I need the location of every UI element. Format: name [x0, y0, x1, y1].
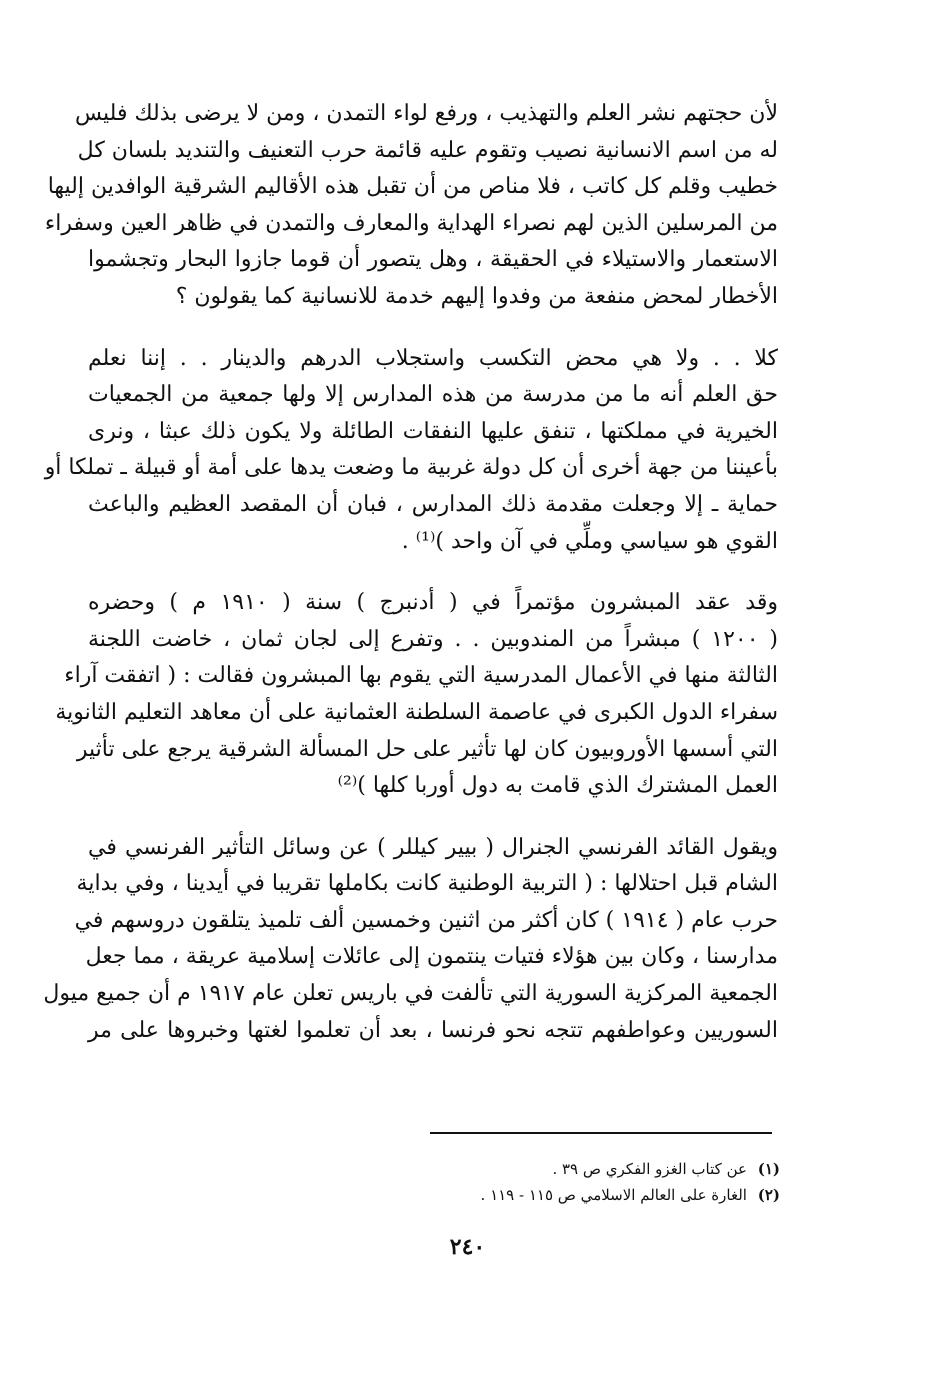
text-line: العمل المشترك الذي قامت به دول أوربا كلها )⁽²⁾	[337, 773, 778, 799]
text-line: الخيرية في مملكتها ، تنفق عليها النفقات الطائلة ولا يكون ذلك عبثا ، ونرى	[88, 418, 778, 444]
page-number: ٢٤٠	[449, 1234, 486, 1260]
footnotes	[280, 1156, 780, 1208]
text-line: حرب عام ( ١٩١٤ ) كان أكثر من اثنين وخمسين ألف تلميذ يتلقون دروسهم في	[74, 907, 778, 933]
footnote-2	[280, 1182, 780, 1208]
text-line: الاستعمار والاستيلاء في الحقيقة ، وهل يتصور أن قوما جازوا البحار وتجشموا	[88, 247, 778, 273]
text-line: خطيب وقلم كل كاتب ، فلا مناص من أن تقبل هذه الأقاليم الشرقية الوافدين إليها	[47, 174, 778, 200]
text-line: لأن حجتهم نشر العلم والتهذيب ، ورفع لواء التمدن ، ومن لا يرضى بذلك فليس	[74, 101, 778, 126]
text-line: كلا . . ولا هي محض التكسب واستجلاب الدرهم والدينار . . إننا نعلم	[88, 345, 778, 371]
text-line: الشام قبل احتلالها : ( التربية الوطنية كانت بكاملها تقريبا في أيدينا ، وفي بداية	[76, 871, 778, 897]
text-line: وقد عقد المبشرون مؤتمراً في ( أدنبرج ) سنة ( ١٩١٠ م ) وحضره	[88, 590, 778, 616]
paragraph-1	[44, 96, 778, 316]
text-line: التي أسسها الأوروبيون كان لها تأثير على حل المسألة الشرقية يرجع على تأثير	[76, 736, 778, 762]
text-line: له من اسم الانسانية نصيب وتقوم عليه قائمة حرب التعنيف والتنديد بلسان كل	[77, 137, 778, 163]
text-line: الأخطار لمحض منفعة من وفدوا إليهم خدمة للانسانية كما يقولون ؟	[175, 283, 778, 309]
text-line: سفراء الدول الكبرى في عاصمة السلطنة العثمانية على أن معاهد التعليم الثانوية	[55, 699, 778, 725]
footnote-text: الغارة على العالم الاسلامي ص ١١٥ - ١١٩ .	[480, 1186, 747, 1204]
paragraph-2	[44, 341, 778, 561]
footnote-text: عن كتاب الغزو الفكري ص ٣٩ .	[552, 1160, 747, 1178]
footnote-1	[280, 1156, 780, 1182]
paragraph-4	[43, 830, 778, 1050]
footnote-divider	[430, 1132, 772, 1134]
footnote-marker: (١)	[757, 1160, 780, 1178]
text-line: الجمعية المركزية السورية التي تألفت في باريس تعلن عام ١٩١٧ م أن جميع ميول	[43, 981, 778, 1007]
footnote-marker: (٢)	[757, 1186, 780, 1204]
text-line: القوي هو سياسي وملِّي في آن واحد )⁽¹⁾ .	[401, 528, 778, 554]
text-line: الثالثة منها في الأعمال المدرسية التي يقوم بها المبشرون فقالت : ( اتفقت آراء	[64, 663, 778, 689]
text-line: من المرسلين الذين لهم نصراء الهداية والمعارف والتمدن في ظاهر العين وسفراء	[44, 210, 778, 236]
text-line: السوريين وعواطفهم تتجه نحو فرنسا ، بعد أن تعلموا لغتها وخبروها على مر	[88, 1017, 778, 1043]
paragraph-3	[55, 585, 779, 805]
text-line: مدارسنا ، وكان بين هؤلاء فتيات ينتمون إلى عائلات إسلامية عريقة ، مما جعل	[85, 944, 778, 970]
body-text	[43, 96, 779, 1074]
text-line: ويقول القائد الفرنسي الجنرال ( بيير كيللر ) عن وسائل التأثير الفرنسي في	[88, 834, 778, 860]
text-line: حماية ـ إلا وجعلت مقدمة ذلك المدارس ، فبان أن المقصد العظيم والباعث	[88, 491, 778, 517]
text-line: بأعيننا من جهة أخرى أن كل دولة غربية ما وضعت يدها على أمة أو قبيلة ـ تملكا أو	[44, 455, 778, 481]
text-line: حق العلم أنه ما من مدرسة من هذه المدارس إلا ولها جمعية من الجمعيات	[88, 382, 778, 408]
text-line: ( ١٢٠٠ ) مبشراً من المندوبين . . وتفرع إلى لجان ثمان ، خاضت اللجنة	[88, 626, 779, 652]
